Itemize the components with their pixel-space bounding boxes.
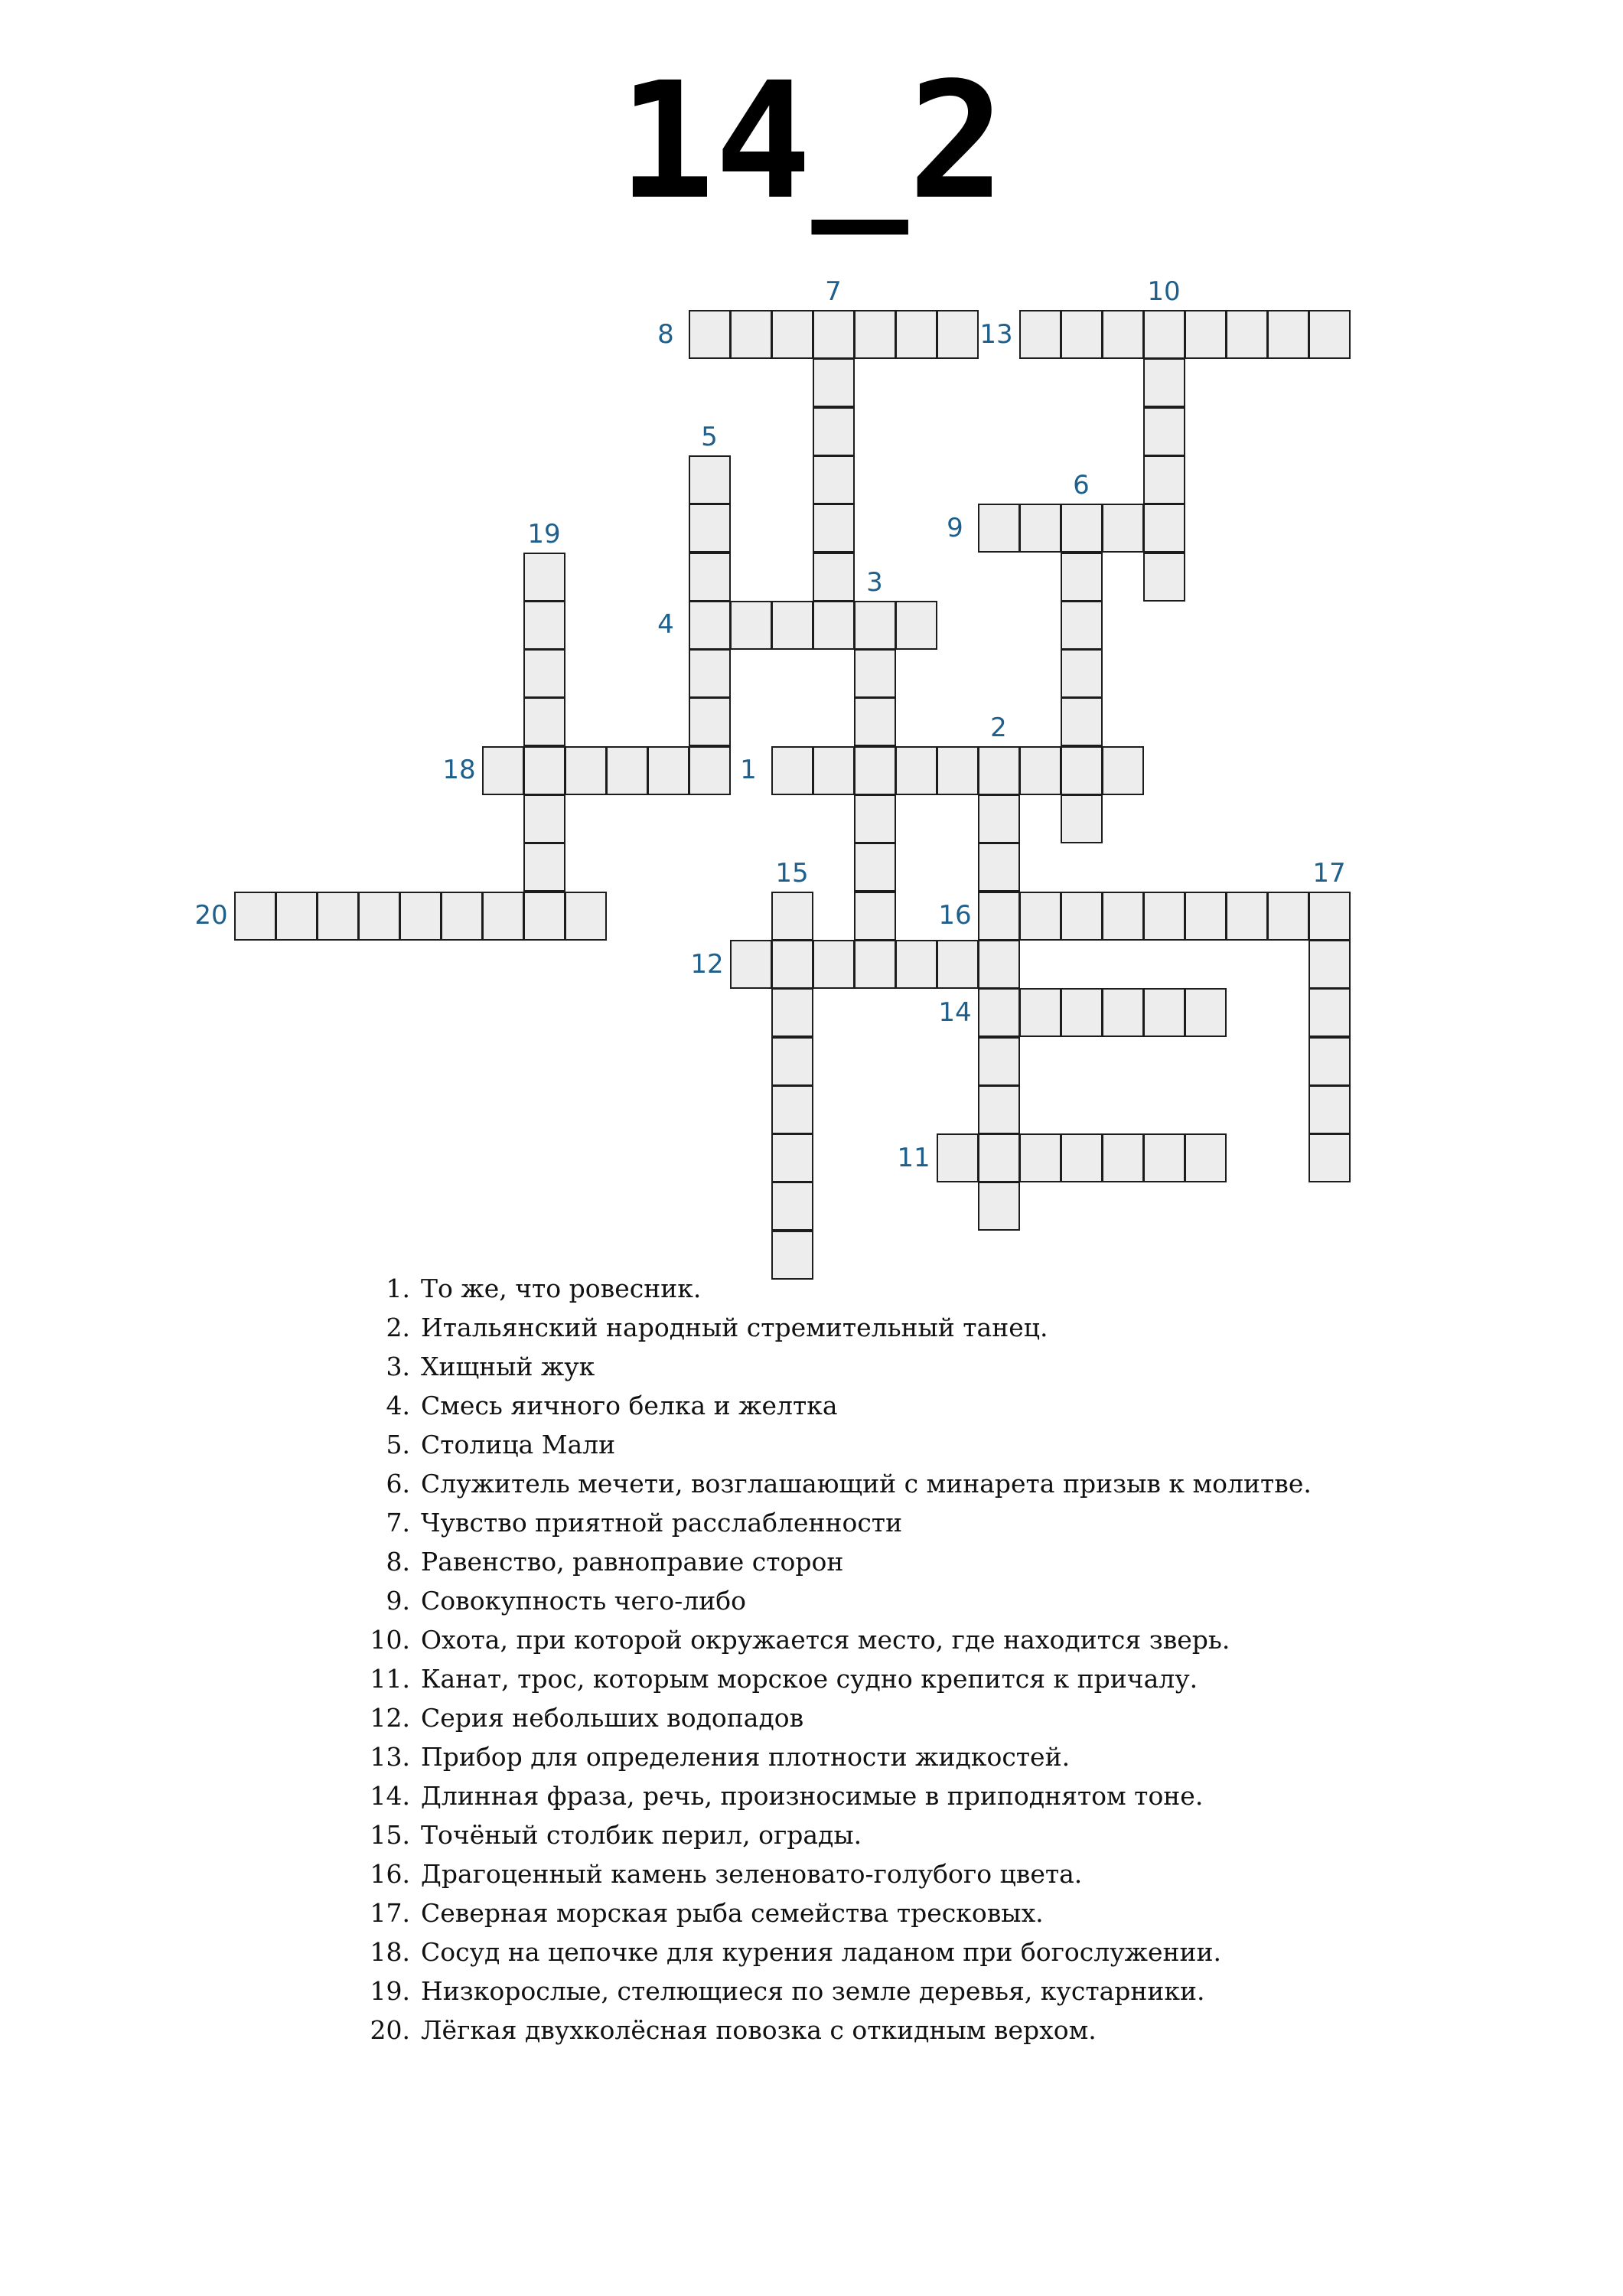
crossword-cell[interactable] — [1226, 310, 1268, 359]
crossword-cell[interactable] — [771, 940, 813, 989]
crossword-cell[interactable] — [441, 892, 483, 941]
crossword-cell[interactable] — [895, 940, 937, 989]
crossword-cell[interactable] — [854, 310, 896, 359]
crossword-cell[interactable] — [813, 455, 855, 504]
crossword-cell[interactable] — [1309, 310, 1351, 359]
crossword-cell[interactable] — [730, 310, 772, 359]
clue-item-number: 13. — [370, 1742, 410, 1772]
crossword-cell[interactable] — [1061, 746, 1103, 795]
clue-number-label: 17 — [1312, 858, 1346, 889]
crossword-cell[interactable] — [854, 601, 896, 650]
crossword-cell[interactable] — [978, 988, 1020, 1037]
crossword-cell[interactable] — [978, 1085, 1020, 1134]
clue-item — [360, 1737, 1507, 1776]
crossword-cell[interactable] — [523, 892, 565, 941]
crossword-cell[interactable] — [689, 601, 731, 650]
clue-number-label: 18 — [442, 755, 476, 785]
clue-item-number: 14. — [370, 1781, 410, 1811]
clue-item — [360, 1620, 1507, 1659]
crossword-cell[interactable] — [523, 649, 565, 698]
crossword-cell[interactable] — [689, 455, 731, 504]
crossword-cell[interactable] — [813, 601, 855, 650]
clue-item-text: Итальянский народный стремительный танец. — [421, 1313, 1048, 1342]
clue-item-text: Низкорослые, стелющиеся по земле деревья, кустарники. — [421, 1976, 1205, 2006]
clue-item — [360, 1386, 1507, 1425]
crossword-cell[interactable] — [1061, 988, 1103, 1037]
crossword-cell[interactable] — [771, 1085, 813, 1134]
crossword-cell[interactable] — [813, 746, 855, 795]
crossword-cell[interactable] — [1309, 892, 1351, 941]
crossword-cell[interactable] — [689, 504, 731, 553]
crossword-cell[interactable] — [523, 553, 565, 602]
clue-item-number: 9. — [386, 1586, 410, 1616]
crossword-cell[interactable] — [1309, 940, 1351, 989]
crossword-cell[interactable] — [689, 649, 731, 698]
crossword-cell[interactable] — [895, 601, 937, 650]
crossword-cell[interactable] — [1309, 1085, 1351, 1134]
clue-item-number: 5. — [386, 1430, 410, 1459]
clue-number-label: 11 — [897, 1143, 930, 1173]
crossword-cell[interactable] — [813, 553, 855, 602]
clue-item-text: Хищный жук — [421, 1352, 595, 1381]
clue-item-number: 1. — [386, 1274, 410, 1303]
clue-item-number: 8. — [386, 1547, 410, 1577]
crossword-cell[interactable] — [1143, 504, 1185, 553]
clue-item — [360, 1269, 1507, 1308]
crossword-cell[interactable] — [771, 1037, 813, 1086]
crossword-cell[interactable] — [1019, 310, 1061, 359]
clue-item — [360, 1581, 1507, 1620]
clue-item — [360, 1776, 1507, 1815]
crossword-cell[interactable] — [771, 746, 813, 795]
crossword-cell[interactable] — [978, 1037, 1020, 1086]
crossword-cell[interactable] — [1143, 310, 1185, 359]
clue-item — [360, 1503, 1507, 1542]
clue-item-number: 11. — [370, 1664, 410, 1694]
clue-item-text: Длинная фраза, речь, произносимые в приподнятом тоне. — [421, 1781, 1204, 1811]
clue-item-number: 6. — [386, 1469, 410, 1499]
crossword-cell[interactable] — [1143, 455, 1185, 504]
clue-item-text: Совокупность чего-либо — [421, 1586, 747, 1616]
crossword-cell[interactable] — [1226, 892, 1268, 941]
clue-number-label: 5 — [701, 422, 718, 452]
clue-item — [360, 1698, 1507, 1737]
crossword-cell[interactable] — [565, 746, 607, 795]
crossword-cell[interactable] — [978, 892, 1020, 941]
crossword-cell[interactable] — [565, 892, 607, 941]
crossword-cell[interactable] — [1102, 310, 1144, 359]
crossword-cell[interactable] — [234, 892, 276, 941]
crossword-cell[interactable] — [978, 1182, 1020, 1231]
crossword-cell[interactable] — [1102, 504, 1144, 553]
crossword-cell[interactable] — [1143, 407, 1185, 456]
clue-item-number: 12. — [370, 1703, 410, 1733]
crossword-cell[interactable] — [1061, 601, 1103, 650]
clue-item-text: Равенство, равноправие сторон — [421, 1547, 844, 1577]
crossword-cell[interactable] — [771, 1182, 813, 1231]
crossword-cell[interactable] — [1061, 504, 1103, 553]
crossword-cell[interactable] — [1267, 310, 1309, 359]
crossword-cell[interactable] — [937, 940, 979, 989]
crossword-cell[interactable] — [978, 940, 1020, 989]
clue-number-label: 13 — [979, 319, 1013, 350]
crossword-cell[interactable] — [606, 746, 648, 795]
clue-item-number: 20. — [370, 2015, 410, 2045]
clue-item — [360, 1347, 1507, 1386]
clue-number-label: 3 — [866, 567, 883, 598]
crossword-cell[interactable] — [1019, 504, 1061, 553]
clue-item — [360, 2011, 1507, 2050]
crossword-cell[interactable] — [523, 601, 565, 650]
crossword-cell[interactable] — [1019, 746, 1061, 795]
crossword-cell[interactable] — [1143, 553, 1185, 602]
clue-item-number: 18. — [370, 1937, 410, 1967]
crossword-cell[interactable] — [1061, 1133, 1103, 1182]
crossword-cell[interactable] — [1061, 697, 1103, 746]
crossword-cell[interactable] — [730, 940, 772, 989]
crossword-cell[interactable] — [771, 892, 813, 941]
crossword-cell[interactable] — [978, 794, 1020, 843]
crossword-cell[interactable] — [275, 892, 318, 941]
clue-item-text: Охота, при которой окружается место, где находится зверь. — [421, 1625, 1230, 1655]
clue-item-text: Точёный столбик перил, ограды. — [421, 1820, 862, 1850]
crossword-cell[interactable] — [895, 746, 937, 795]
crossword-cell[interactable] — [978, 843, 1020, 892]
crossword-cell[interactable] — [854, 697, 896, 746]
clue-item-number: 10. — [370, 1625, 410, 1655]
crossword-cell[interactable] — [689, 746, 731, 795]
crossword-cell[interactable] — [689, 697, 731, 746]
clue-item-text: Северная морская рыба семейства тресковых. — [421, 1898, 1044, 1928]
clue-number-label: 9 — [947, 513, 963, 543]
clue-item-number: 2. — [386, 1313, 410, 1342]
crossword-cell[interactable] — [317, 892, 359, 941]
crossword-cell[interactable] — [813, 310, 855, 359]
clue-item-number: 3. — [386, 1352, 410, 1381]
crossword-cell[interactable] — [854, 940, 896, 989]
crossword-cell[interactable] — [937, 1133, 979, 1182]
clue-item — [360, 1893, 1507, 1932]
crossword-cell[interactable] — [1061, 794, 1103, 843]
crossword-cell[interactable] — [771, 988, 813, 1037]
clue-item-number: 17. — [370, 1898, 410, 1928]
crossword-cell[interactable] — [978, 746, 1020, 795]
clue-number-label: 14 — [938, 997, 972, 1028]
clue-item — [360, 1971, 1507, 2011]
clue-number-label: 2 — [990, 713, 1007, 743]
crossword-cell[interactable] — [1102, 1133, 1144, 1182]
crossword-cell[interactable] — [730, 601, 772, 650]
crossword-cell[interactable] — [1019, 1133, 1061, 1182]
crossword-cell[interactable] — [854, 746, 896, 795]
crossword-cell[interactable] — [1143, 988, 1185, 1037]
crossword-cell[interactable] — [854, 794, 896, 843]
crossword-cell[interactable] — [895, 310, 937, 359]
crossword-cell[interactable] — [523, 843, 565, 892]
crossword-cell[interactable] — [937, 746, 979, 795]
crossword-cell[interactable] — [647, 746, 689, 795]
clue-number-label: 12 — [690, 949, 724, 980]
clue-item — [360, 1425, 1507, 1464]
crossword-cell[interactable] — [1061, 310, 1103, 359]
crossword-cell[interactable] — [978, 1133, 1020, 1182]
crossword-cell[interactable] — [771, 601, 813, 650]
clue-item-text: Серия небольших водопадов — [421, 1703, 804, 1733]
clue-item-text: Драгоценный камень зеленовато-голубого цвета. — [421, 1859, 1083, 1889]
clue-item-text: Прибор для определения плотности жидкостей. — [421, 1742, 1071, 1772]
clue-item-text: Сосуд на цепочке для курения ладаном при богослужении. — [421, 1937, 1222, 1967]
crossword-cell[interactable] — [1267, 892, 1309, 941]
crossword-cell[interactable] — [1061, 892, 1103, 941]
clue-item-number: 4. — [386, 1391, 410, 1420]
crossword-cell[interactable] — [689, 310, 731, 359]
clue-item-number: 19. — [370, 1976, 410, 2006]
crossword-cell[interactable] — [854, 649, 896, 698]
crossword-cell[interactable] — [1102, 746, 1144, 795]
crossword-cell[interactable] — [1143, 892, 1185, 941]
clue-item-number: 16. — [370, 1859, 410, 1889]
clue-number-label: 16 — [938, 900, 972, 931]
clue-number-label: 19 — [527, 519, 561, 550]
crossword-cell[interactable] — [1102, 892, 1144, 941]
clue-number-label: 15 — [775, 858, 809, 889]
crossword-cell[interactable] — [1143, 1133, 1185, 1182]
crossword-cell[interactable] — [854, 892, 896, 941]
crossword-cell[interactable] — [1309, 988, 1351, 1037]
crossword-cell[interactable] — [1309, 1037, 1351, 1086]
crossword-cell[interactable] — [813, 940, 855, 989]
clue-number-label: 7 — [825, 276, 842, 307]
clue-item-text: Чувство приятной расслабленности — [421, 1508, 903, 1538]
clue-item-text: Служитель мечети, возглашающий с минарета призыв к молитве. — [421, 1469, 1312, 1499]
clue-item — [360, 1815, 1507, 1854]
crossword-cell[interactable] — [1309, 1133, 1351, 1182]
clue-number-label: 6 — [1073, 470, 1090, 501]
clue-item — [360, 1308, 1507, 1347]
crossword-cell[interactable] — [1102, 988, 1144, 1037]
clue-item-number: 7. — [386, 1508, 410, 1538]
crossword-cell[interactable] — [399, 892, 442, 941]
crossword-cell[interactable] — [523, 746, 565, 795]
crossword-cell[interactable] — [482, 892, 524, 941]
crossword-cell[interactable] — [854, 843, 896, 892]
crossword-cell[interactable] — [771, 1133, 813, 1182]
crossword-cell[interactable] — [771, 310, 813, 359]
crossword-cell[interactable] — [937, 310, 979, 359]
crossword-cell[interactable] — [813, 358, 855, 407]
crossword-cell[interactable] — [1019, 892, 1061, 941]
clue-number-label: 10 — [1147, 276, 1181, 307]
crossword-cell[interactable] — [813, 504, 855, 553]
crossword-cell[interactable] — [358, 892, 400, 941]
crossword-cell[interactable] — [978, 504, 1020, 553]
clue-item-number: 15. — [370, 1820, 410, 1850]
crossword-cell[interactable] — [1185, 310, 1227, 359]
crossword-cell[interactable] — [1185, 1133, 1227, 1182]
page-title: 14_2 — [618, 47, 1005, 235]
clue-number-label: 4 — [657, 609, 674, 640]
clue-item-text: Канат, трос, которым морское судно крепится к причалу. — [421, 1664, 1198, 1694]
clue-list — [360, 1269, 1507, 2050]
crossword-cell[interactable] — [482, 746, 524, 795]
crossword-cell[interactable] — [1061, 553, 1103, 602]
crossword-cell[interactable] — [1143, 358, 1185, 407]
clue-item-text: Лёгкая двухколёсная повозка с откидным верхом. — [421, 2015, 1097, 2045]
crossword-cell[interactable] — [689, 553, 731, 602]
crossword-cell[interactable] — [813, 407, 855, 456]
crossword-cell[interactable] — [1185, 988, 1227, 1037]
clue-number-label: 8 — [657, 319, 674, 350]
clue-item — [360, 1659, 1507, 1698]
crossword-cell[interactable] — [523, 697, 565, 746]
clue-number-label: 20 — [194, 900, 228, 931]
clue-number-label: 1 — [740, 755, 757, 785]
clue-item — [360, 1464, 1507, 1503]
clue-item — [360, 1932, 1507, 1971]
crossword-cell[interactable] — [1019, 988, 1061, 1037]
clue-item-text: Смесь яичного белка и желтка — [421, 1391, 838, 1420]
crossword-cell[interactable] — [523, 794, 565, 843]
clue-item-text: То же, что ровесник. — [421, 1274, 702, 1303]
clue-item — [360, 1854, 1507, 1893]
crossword-cell[interactable] — [1061, 649, 1103, 698]
crossword-cell[interactable] — [1185, 892, 1227, 941]
clue-item — [360, 1542, 1507, 1581]
clue-item-text: Столица Мали — [421, 1430, 616, 1459]
